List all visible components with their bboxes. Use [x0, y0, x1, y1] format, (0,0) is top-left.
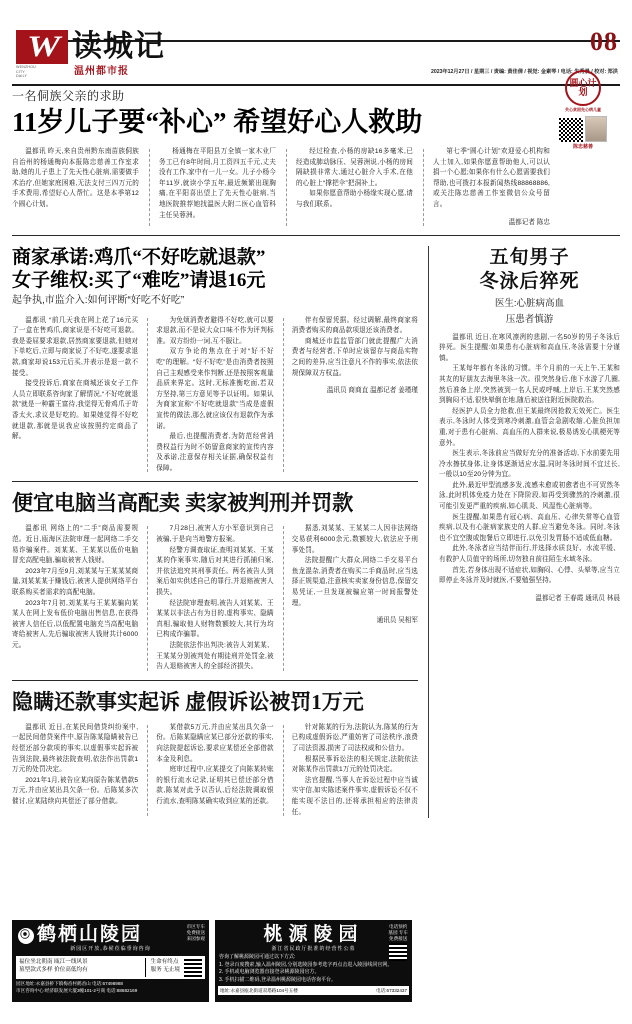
- lead-kicker: 一名侗族父亲的求助: [12, 89, 125, 103]
- ad-item-1: 1. 登录百度搜索,输入温州陵园,分别选陵园参考选字再点击进入陵园线同官网。: [219, 961, 393, 968]
- ad-address: 地址:永嘉县瓯北街道双塔路104号五楼: [220, 988, 298, 994]
- lead-column-1: [12, 147, 149, 228]
- charity-badge-cluster: [544, 70, 622, 150]
- ad-badge-taoyuan: [388, 924, 408, 961]
- chicken-column-1: [12, 316, 147, 475]
- charity-seal-subtext: 关心贫困先心病儿童: [565, 107, 601, 112]
- badge-row: [544, 116, 622, 142]
- paragraph: 经警方调查取证,查明刘某某、王某某的作案事实,随后对其进行抓捕归案,并依法追究其刑事责任。两名被告人到案后如实供述自己的罪行,并退赔被害人损失。: [156, 546, 274, 597]
- ad-item-3: 3. 手机扫描二维码,登录温州桃源陵园电话咨询平台。: [219, 976, 336, 983]
- paragraph: 王某每年都有冬泳的习惯。半个月前的一天上午,王某和其友的好朋友去海里冬泳一次。很突然身后,他下水游了几圈,然后准备上岸,突然被到一名人民或呼喊,上岸后,王某突然感到胸闷不适,很快晕倒在地,随后被送往附近医院救治。: [439, 365, 620, 405]
- ad-crane-cemetery[interactable]: [12, 920, 209, 1002]
- ad-badge-line3: 来园参观: [186, 936, 205, 941]
- paragraph: 2021年1月,被告应某向原告陈某借款5万元,并由应某出具欠条一份。后陈某多次催讨,应某陆续向其偿还了部分借款。: [12, 776, 139, 805]
- computer-headline: 便宜电脑当高配卖 卖家被判刑并罚款: [12, 491, 354, 516]
- paragraph: 经法院审理查明,被告人刘某某、王某某以非法占有为目的,虚构事实、隐瞒真相,骗取他人财物数额较大,其行为均已构成诈骗罪。: [156, 599, 274, 639]
- ad-badge-line1: 电话预约: [388, 924, 408, 929]
- ad-foot-line2: 市区咨询中心:经济联发展大厦3幢101-2号商 电话:88682169: [16, 988, 138, 993]
- paragraph: 温都讯 近日,在寒风凛冽的悲剧,一名50岁的男子冬泳后猝死。医生提醒:如果患有心脏病和高血压,冬泳需要十分谨慎。: [439, 333, 620, 362]
- qr-code-icon[interactable]: [389, 943, 407, 961]
- swim-subhead-line2: 压患者慎游: [505, 313, 554, 325]
- masthead-rule-bottom: [12, 84, 620, 86]
- paragraph: 根据民事诉讼法的相关规定,法院依法对陈某作出罚款1万元的处罚决定。: [291, 755, 418, 774]
- ad-left-line2: 墓型款式多样 价位高低均有: [19, 967, 88, 973]
- computer-column-1: [12, 524, 147, 672]
- story-winter-swim: [439, 246, 620, 604]
- swim-headline-line1: 五旬男子: [489, 246, 570, 268]
- swim-byline: 温都记者 王春霞 通讯员 林晨: [535, 594, 620, 602]
- right-zone: [428, 246, 620, 819]
- paragraph: 温都讯 昨天,来自贵州黔东南苗族侗族自治州的杨通梅向本报陈忠慈善工作室求助,她的儿子患上了先天性心脏病,需要做手术治疗,但她家庭困难,无法支付三四万元的手术费用,希望好心人帮忙。这是本季第12个圆心计划。: [12, 148, 139, 208]
- paragraph: 2023年7月初,刘某某与王某某骗向某某人在网上发布低价电脑出售信息,在获得被害人信任后,以低配置电脑充当高配电脑寄给被害人,先后骗取被害人钱财共计6000元。: [12, 599, 139, 649]
- logo-english-name: [16, 66, 68, 79]
- charity-studio-name: 陈忠慈善: [572, 144, 593, 150]
- ad-intro: 咨询了解桃源陵园可通过以下方式:: [219, 954, 296, 960]
- section-divider: [12, 680, 418, 681]
- computer-column-2: [147, 524, 282, 672]
- logo-en-line2: CITY: [16, 69, 25, 74]
- paragraph: 经医护人员全力抢救,但王某最终因抢救无效死亡。医生表示,冬泳时人体受到寒冷刺激,血管会急剧收缩,心脏负担加重,对于患有心脏病、高血压的人群来说,极易诱发心肌梗死等意外。: [439, 407, 620, 447]
- left-zone: [12, 246, 428, 819]
- chicken-columns: [12, 316, 418, 475]
- lead-column-4: [423, 147, 560, 228]
- lead-column-3: [286, 147, 423, 228]
- paragraph: 首先,若身体出现不适症状,如胸闷、心悸、头晕等,应当立即停止冬泳并及时就医,不要勉强坚持。: [439, 566, 620, 585]
- ad-phone: 电话:67332437: [376, 988, 407, 994]
- charity-seal-text: 圆心计划: [569, 78, 597, 97]
- ad-right-line1: 生命有终点: [150, 959, 179, 965]
- paragraph: 此外,最近甲型流感多发,流感未愈或初愈者也不可贸然冬泳,此时机体免疫力处在下降阶段,如再受到骤然的冷刺激,很可能引发更严重的疾病,如心肌炎、风湿性心脏病等。: [439, 481, 620, 511]
- paragraph: 庭审过程中,应某提交了向陈某转账的银行流水记录,证明其已偿还部分借款,陈某对此予以否认,后经法院调取银行流水,查明陈某确实收到应某的还款。: [156, 766, 274, 805]
- qr-code-icon[interactable]: [184, 959, 202, 977]
- paragraph: 第七季“圆心计划”欢迎爱心机构和人士加入,如果你愿意帮助他人,可以认捐一个心愿;如果你有什么心愿需要我们帮助,也可拨打本报新闻热线88868886,或关注陈忠慈善工作室微信公众号留言。: [433, 148, 550, 208]
- paragraph: 医生提醒,如果患有冠心病、高血压、心律失常等心血管疾病,以及有心脏病家族史的人群,应当避免冬泳。同时,冬泳也不宜空腹或饱餐后立即进行,以免引发胃肠不适或低血糖。: [439, 513, 620, 542]
- swim-body: [439, 333, 620, 604]
- chicken-subhead: 起争执,市监介入:如何评断“好吃不好吃”: [12, 294, 185, 306]
- paragraph: 为免烦消费者避得不好吃,就可以要求退款,而不是说大众口味不作为评判标准。双方纷纷一词,互不服让。: [156, 316, 274, 345]
- ad-badge-line2: 墓园 专车: [388, 930, 408, 935]
- section-title: 读城记: [72, 30, 165, 63]
- paragraph: 伴有保留凭据。经过调解,最终商家将消费者购买的商品款项退还该消费者。: [291, 316, 418, 335]
- qr-code-icon[interactable]: [559, 118, 583, 142]
- lead-story: [12, 78, 620, 228]
- story-chicken-feet: [12, 246, 418, 475]
- advertisement-strip: [12, 920, 620, 1002]
- computer-column-3: [283, 524, 418, 672]
- main-grid: [12, 246, 620, 819]
- logo-en-line1: WENZHOU: [16, 65, 36, 69]
- ad-title-taoyuan: 桃源陵园: [263, 924, 364, 945]
- paragraph: 双方争论的焦点在于对“好不好吃”的理解。“好不好吃”是由消费者按照自己主观感受来作判断,还是按照客观量品质来界定。这时,无标准衡吃面,若双方坚持,第三方意见等予以证明。如果认为商家宣称“不好吃就退款”当成是虚假宣传的做法,那么就应该仅有退款作为承诺。: [156, 348, 274, 430]
- story-computer-fraud: [12, 490, 418, 672]
- ad-badge-line1: 市区专车: [186, 924, 205, 929]
- chicken-column-3: [283, 316, 418, 475]
- chicken-headline-line1: 商家承诺:鸡爪“不好吃就退款”: [12, 246, 266, 268]
- lawsuit-column-1: [12, 723, 147, 818]
- lead-headline: 11岁儿子要“补心” 希望好心人救助: [12, 107, 423, 137]
- section-divider: [12, 481, 418, 482]
- paragraph: 法官提醒,当事人在诉讼过程中应当诚实守信,如实陈述案件事实,虚假诉讼不仅不能实现不法目的,还将承担相应的法律责任。: [291, 776, 418, 816]
- lead-column-2: [149, 147, 286, 228]
- paragraph: 法院提醒广大群众,网络二手交易平台鱼龙混杂,消费者在购买二手商品时,应当选择正规渠道,注意核实卖家身份信息,保留交易凭证,一旦发现被骗应第一时间报警处理。: [291, 557, 418, 607]
- lawsuit-column-2: [147, 723, 282, 818]
- paragraph: 某借款5万元,并由应某出具欠条一份。后陈某隐瞒应某已部分还款的事实,向法院提起诉讼,要求应某偿还全部借款本金及利息。: [156, 723, 274, 763]
- ad-foot-crane: [12, 979, 209, 994]
- paragraph: 杨通梅在平阳县万全镇一家木业厂务工已有8年时间,月工资四五千元,丈夫没有工作,家中有一儿一女。儿子小杨今年11岁,就读小学五年,最近频繁出现胸痛,在平阳喜出望上了先天性心脏病,当地医院推荐她找温医大附二医心血管科主任吴蓉洲。: [159, 148, 276, 219]
- lead-byline: 温都记者 陈忠: [508, 218, 550, 226]
- paragraph: 经过检查,小杨的房缺16多毫米,已经造成肺动脉压、吴蓉洲说,小杨的房间隔缺损非常大,通过心脏介入手术,在他的心脏上“撑把伞”把洞补上。: [296, 148, 413, 187]
- paragraph: 此外,冬泳者应当结伴而行,并选择水质良好、水流平缓、有救护人员值守的场所,切勿独自前往陌生水域冬泳。: [439, 545, 620, 564]
- chicken-byline: 温讯员 商商直 温都记者 姜瑾瑾: [326, 387, 418, 395]
- ad-contact-bar-taoyuan: [218, 986, 409, 995]
- w-logo-icon: [16, 30, 68, 64]
- ad-detail-box-crane: [16, 956, 205, 979]
- lawsuit-columns: [12, 723, 418, 818]
- paragraph: 商城还市监监管部门就此提醒广大消费者与经营者,下单时应该留存与商品实物之间的差异,应当注意凡不作的事实,依法依规保障双方权益。: [291, 337, 418, 377]
- ad-title-text: 鹤栖山陵园: [37, 924, 143, 945]
- ad-taoyuan-cemetery[interactable]: [215, 920, 412, 1002]
- section-divider: [12, 235, 620, 236]
- paragraph: 如果你愿意帮助小杨缘实现心愿,请与我们联系。: [296, 190, 413, 208]
- ad-badge-crane: [187, 924, 205, 942]
- paragraph: 接受投诉后,商家在商城还该女子工作人员立即联系咨询家了解情况,“不好吃就退款”就是一种霸王富待,我觉得无骨鸡爪于苛香太火,求议是好吃的。如果她觉得不好吃就退款,那就是说我应该按照约定商品了解。: [12, 380, 139, 441]
- swim-subhead-line1: 医生:心脏病高血: [494, 297, 565, 309]
- ad-badge-line2: 免费接送: [186, 930, 205, 935]
- paragraph: 7月28日,被害人方小军意识到自己被骗,于是向当地警方报案。: [156, 525, 274, 544]
- chicken-headline-line2: 女子维权:买了“难吃”请退16元: [12, 269, 266, 291]
- crane-logo-icon: ⦿: [18, 928, 34, 944]
- ad-subtitle-taoyuan: 浙江省民政厅批准的经营性公墓: [271, 946, 356, 952]
- logo-en-line3: DAILY: [16, 74, 28, 79]
- paragraph: 针对陈某的行为,法院认为,陈某的行为已构成虚假诉讼,严重妨害了司法秩序,浪费了司法资源,损害了司法权威和公信力。: [291, 723, 418, 752]
- paragraph: 法院依法作出判决:被告人刘某某、王某某分别被判处有期徒刑并处罚金,被告人退赔被害人的全部经济损失。: [156, 642, 274, 671]
- masthead: [12, 0, 620, 79]
- paragraph: 2023年7月至9月,刘某某与王某某某商量,刘某某某于赚钱后,被害人提供网络平台联系购买者需求的高配电脑。: [12, 567, 139, 597]
- paragraph: 最后,也提醒消费者,为防范经营消费权益行为时不妨留意商家的宣传内容及承诺,注意保存相关证据,确保权益有保障。: [156, 433, 274, 472]
- publication-logo: [16, 30, 68, 80]
- paragraph: 温都讯 近日,在某民间借贷纠纷案中,一起民间借贷案件中,原告陈某隐瞒被告已经偿还部分款项的事实,以虚假事实起诉被告到法院,最终被法院查明,依法作出罚款1万元的处罚决定。: [12, 723, 139, 774]
- publication-name: 温州都市报: [74, 66, 129, 77]
- paragraph: 据悉,刘某某、王某某二人因非法网络交易获利6000余元,数额较大,依法应予刑事处罚。: [291, 525, 418, 554]
- ad-list-taoyuan: [215, 953, 412, 985]
- story-false-lawsuit: [12, 689, 418, 818]
- ad-foot-line1: 园区地址:永嘉县桥下镇梅岙村鹤岙山 电话:67498988: [16, 981, 123, 986]
- page-number: 08: [590, 27, 618, 56]
- ad-badge-line3: 免费接送: [388, 936, 408, 941]
- lawsuit-headline: 隐瞒还款事实起诉 虚假诉讼被罚1万元: [12, 689, 364, 714]
- computer-columns: [12, 524, 418, 672]
- chicken-column-2: [147, 316, 282, 475]
- charity-seal-icon: [565, 70, 601, 106]
- swim-headline-line2: 冬泳后猝死: [479, 270, 580, 292]
- ad-right-line2: 服务 无止境: [150, 967, 180, 973]
- computer-byline: 通讯员 吴相军: [376, 617, 418, 625]
- ad-left-line1: 福位坐北朝南 瓯江一线风景: [19, 959, 88, 965]
- paragraph: 医生表示,冬泳前应当做好充分的准备活动,下水前要先用冷水擦拭身体,让身体逐渐适应水温,同时冬泳时间不宜过长,一般以10至20分钟为宜。: [439, 450, 620, 479]
- paragraph: 温都讯 网络上的“二手”商品需要规范。近日,瓯海区法院审理一起网络二手交易诈骗案件。刘某某、王某某以低价电脑冒充高配电脑,骗取被害人钱财。: [12, 525, 139, 565]
- lawsuit-column-3: [283, 723, 418, 818]
- paragraph: 温都讯 “前几天我在网上花了16元买了一盒在售鸡爪,商家说是不好吃可退款。我是委屈要求退款,居然商家要退款,但她对下单吃后,立即与商家说了不好吃,遂要求退款,商家却说153元后买,并表示是退一款不接受。: [12, 316, 139, 377]
- logo-letter: W: [26, 30, 58, 63]
- issue-meta-line: 2023年12月27日 / 星期三 / 责编: 黄佳倩 / 视觉: 金素琴 / 电话: 朱秀晨 / 校对: 郑洪: [430, 69, 618, 75]
- reporter-photo: [585, 116, 607, 142]
- ad-item-2: 2. 手机或电脑浏览器直接登录桃源陵园官方。: [219, 969, 320, 976]
- ad-title-crane: [12, 920, 209, 946]
- ad-slogan-crane: 新园区开放,恭候莅临垂询咨询: [70, 946, 151, 952]
- lead-columns: [12, 147, 620, 228]
